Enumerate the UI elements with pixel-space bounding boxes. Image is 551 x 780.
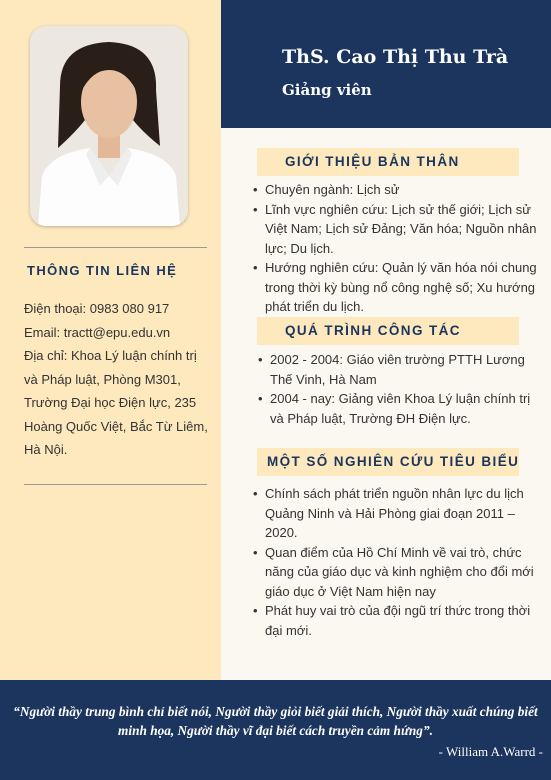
- job-title: Giảng viên: [282, 81, 372, 99]
- contact-address-line: Hoàng Quốc Việt, Bắc Từ Liêm,: [24, 418, 208, 434]
- person-name: ThS. Cao Thị Thu Trà: [282, 46, 509, 68]
- list-item: • Phát huy vai trò của đội ngũ trí thức trong thời đại mới.: [251, 601, 539, 640]
- profile-photo: [30, 26, 188, 226]
- list-item: • Chuyên ngành: Lịch sử: [251, 180, 539, 200]
- list-item: • Chính sách phát triển nguồn nhân lực du lịch Quảng Ninh và Hải Phòng giai đoạn 2011 – 2020.: [251, 484, 539, 543]
- section-title-about: GIỚI THIỆU BẢN THÂN: [257, 148, 519, 176]
- section-title-research: MỘT SỐ NGHIÊN CỨU TIÊU BIỂU: [257, 448, 519, 476]
- contact-address-line: Trường Đại học Điện lực, 235: [24, 395, 197, 410]
- research-list: [251, 484, 539, 640]
- contact-email: Email: tractt@epu.edu.vn: [24, 324, 171, 340]
- quote-text: “Người thầy trung bình chỉ biết nói, Người thầy giỏi biết giải thích, Người thầy xuất chúng biết minh họa, Người thầy vĩ đại biết cách truyền cảm hứng”.: [13, 704, 538, 738]
- about-list: [251, 180, 539, 317]
- section-title-career: QUÁ TRÌNH CÔNG TÁC: [257, 317, 519, 345]
- footer-quote-band: [0, 680, 551, 780]
- quote-author: - William A.Warrd -: [438, 744, 543, 759]
- divider-top: [24, 247, 207, 248]
- contact-phone: Điện thoại: 0983 080 917: [24, 301, 170, 316]
- career-list: [256, 350, 539, 428]
- list-item: • Quan điểm của Hồ Chí Minh về vai trò, chức năng của giáo dục và kinh nghiệm cho đổi mới giáo dục ở Việt Nam hiện nay: [251, 543, 539, 602]
- list-item: • 2002 - 2004: Giáo viên trường PTTH Lương Thế Vinh, Hà Nam: [256, 350, 539, 389]
- divider-bottom: [24, 484, 207, 485]
- contact-info: [24, 297, 214, 462]
- contact-address-line: Địa chỉ: Khoa Lý luận chính trị: [24, 348, 197, 363]
- contact-address-line: Hà Nội.: [24, 442, 68, 457]
- contact-address-line: và Pháp luật, Phòng M301,: [24, 371, 181, 387]
- contact-heading: THÔNG TIN LIÊN HỆ: [27, 263, 178, 278]
- list-item: • 2004 - nay: Giảng viên Khoa Lý luận chính trị và Pháp luật, Trường ĐH Điện lực.: [256, 389, 539, 428]
- list-item: • Hướng nghiên cứu: Quản lý văn hóa nói chung trong thời kỳ bùng nổ công nghệ số; Xu hướng phát triển du lịch.: [251, 258, 539, 317]
- list-item: • Lĩnh vực nghiên cứu: Lịch sử thế giới; Lịch sử Việt Nam; Lịch sử Đảng; Văn hóa; Nguồn nhân lực; Du lịch.: [251, 200, 539, 259]
